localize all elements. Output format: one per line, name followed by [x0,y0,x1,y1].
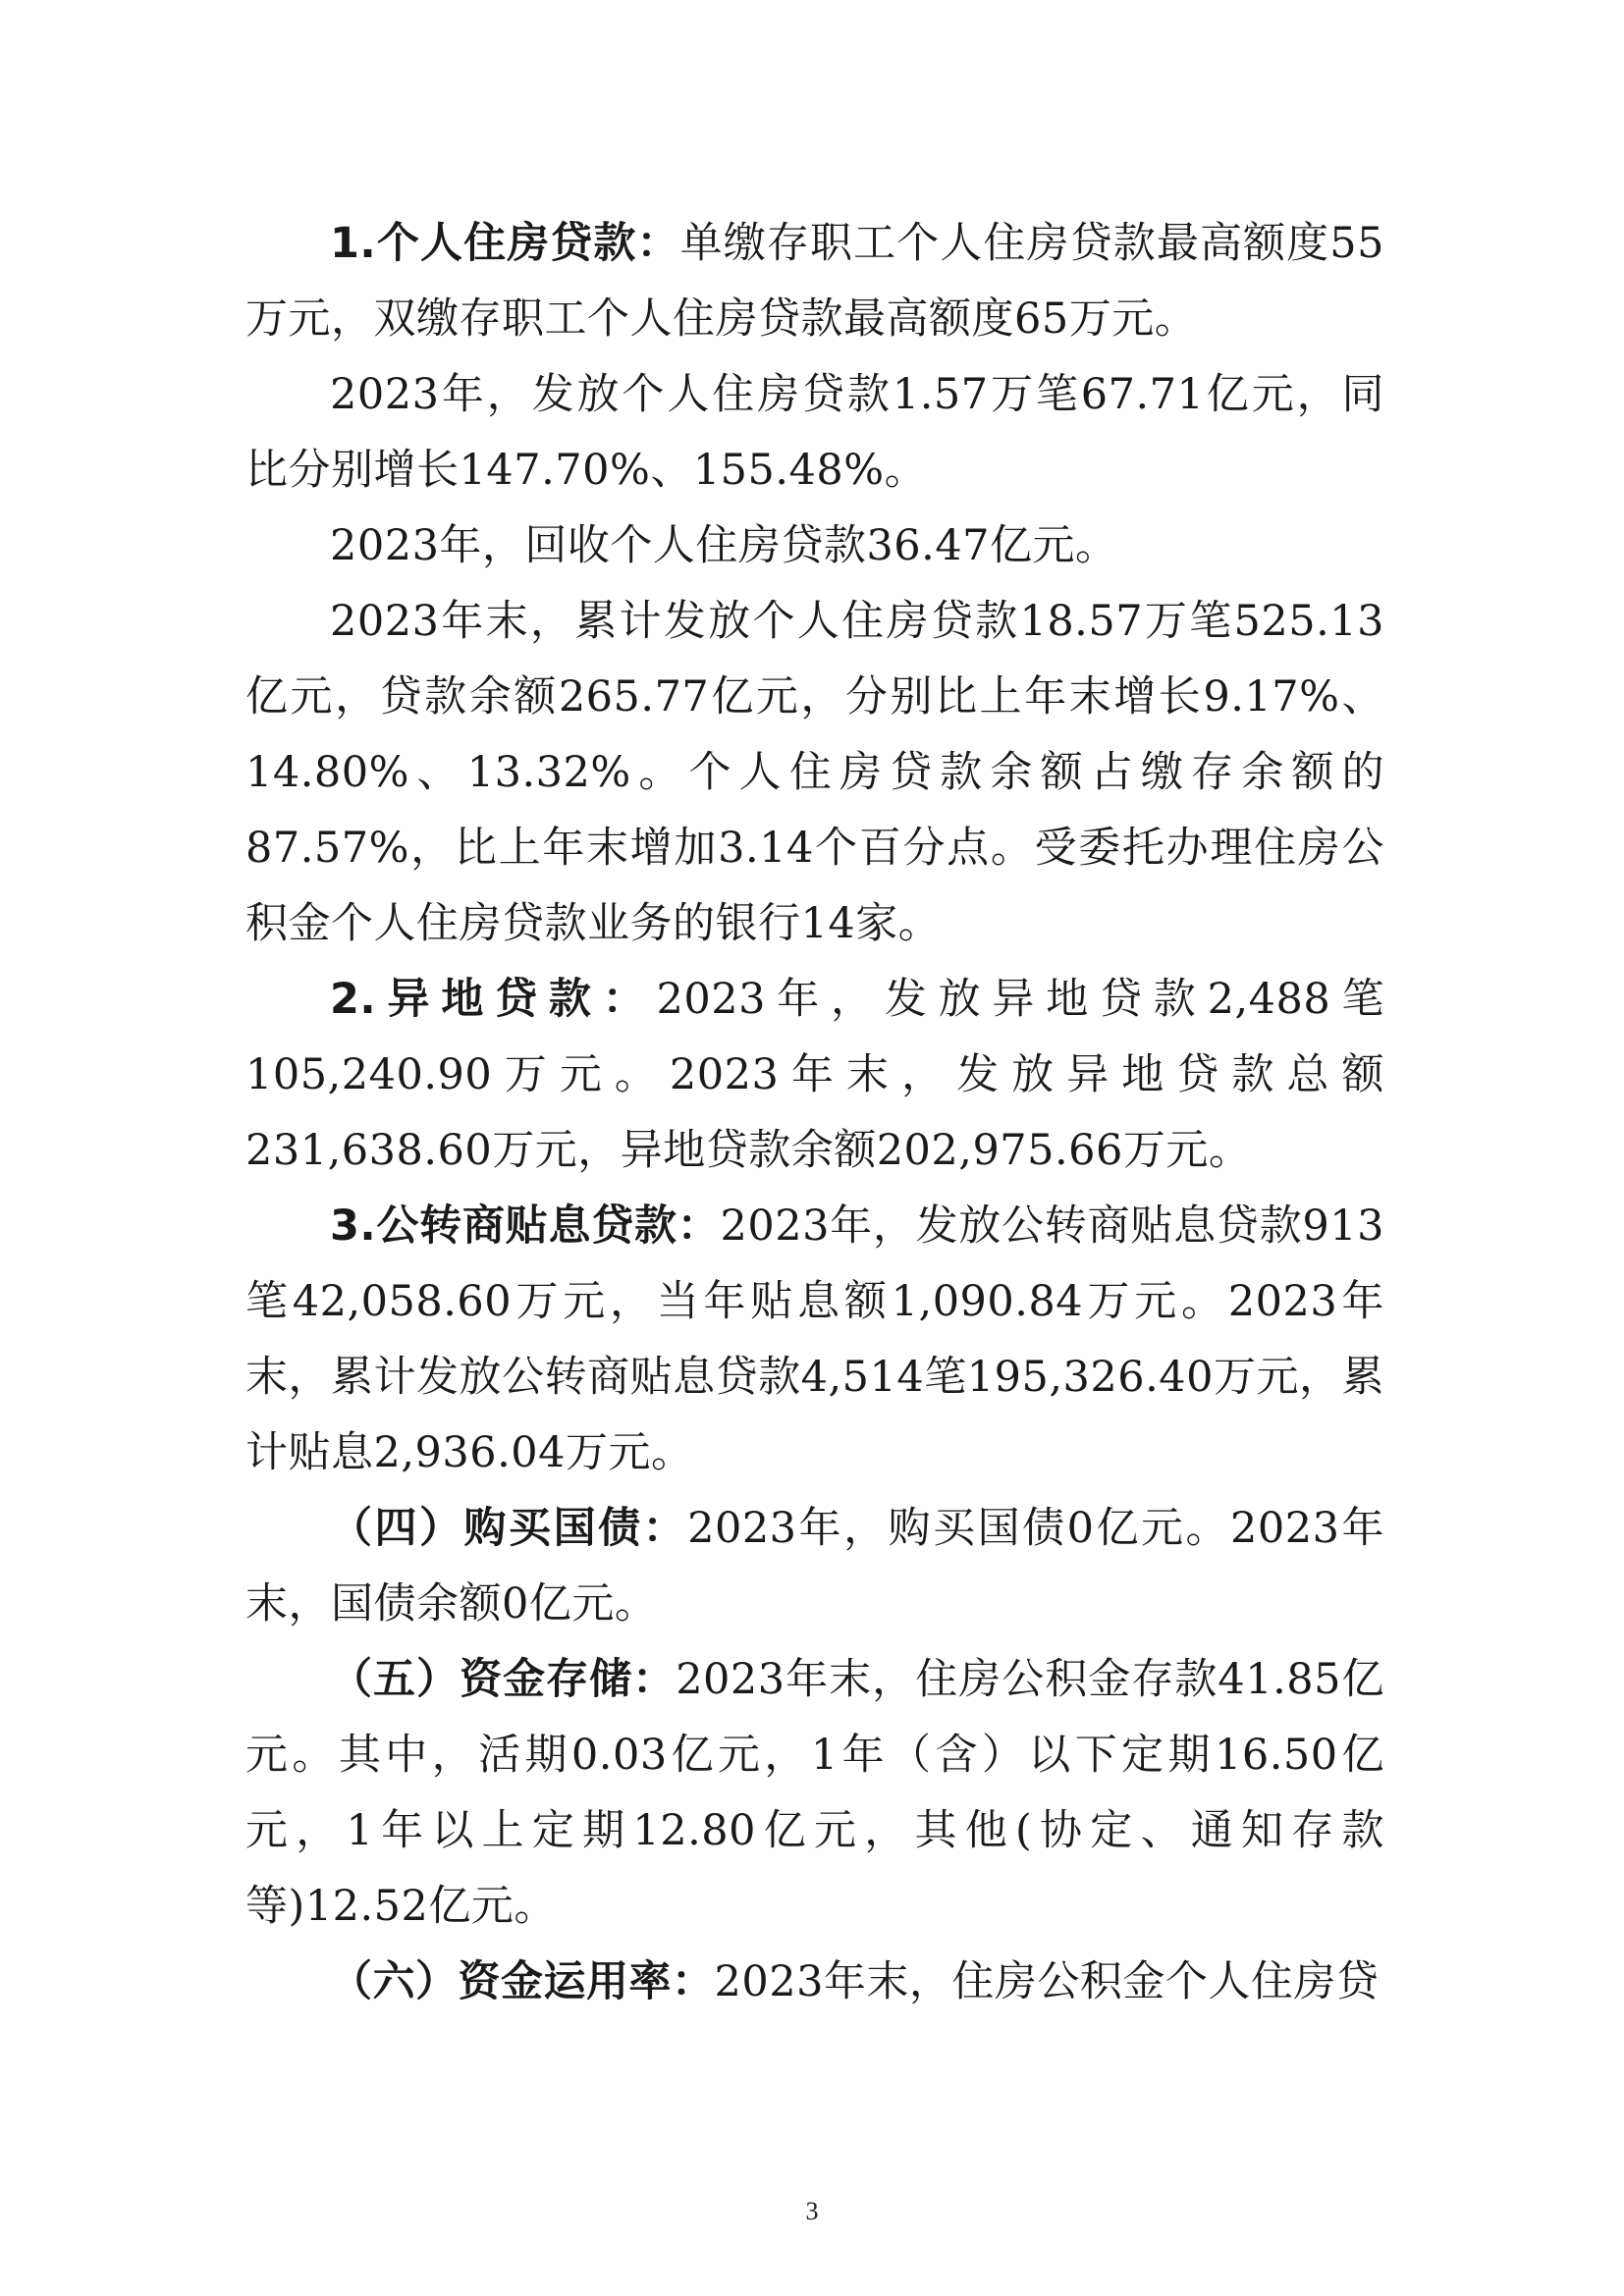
heading-treasury-bonds: （四）购买国债： [330,1504,688,1553]
paragraph-personal-housing-loan-limits [245,206,1384,357]
paragraph-fund-utilization [245,1945,1384,2020]
paragraph-text: 单缴存职工个人住房贷款最高额度55万元，双缴存职工个人住房贷款最高额度65万元。 [245,219,1384,344]
paragraph-text: 2023年末，住房公积金个人住房贷 [714,1957,1380,2006]
paragraph-loans-recovered-2023 [245,508,1384,584]
paragraph-subsidized-commercial-loans [245,1189,1384,1491]
paragraph-text: 2023年末，住房公积金存款41.85亿元。其中，活期0.03亿元，1年（含）以下定期16.50亿元，1年以上定期12.80亿元，其他(协定、通知存款等)12.52亿元。 [245,1655,1384,1931]
paragraph-loans-issued-2023 [245,357,1384,508]
paragraph-text: 2023年末，累计发放个人住房贷款18.57万笔525.13亿元，贷款余额265.77亿元，分别比上年末增长9.17%、14.80%、13.32%。个人住房贷款余额占缴存余额的87.57%，比上年末增加3.14个百分点。受委托办理住房公积金个人住房贷款业务的银行14家。 [245,597,1384,948]
heading-personal-housing-loan: 1.个人住房贷款： [330,219,680,268]
heading-remote-loans: 2.异地贷款： [330,975,657,1024]
document-body [245,206,1384,2020]
heading-subsidized-commercial-loans: 3.公转商贴息贷款： [330,1201,721,1251]
heading-fund-deposits: （五）资金存储： [330,1655,677,1704]
paragraph-text: 2023年，发放公转商贴息贷款913笔42,058.60万元，当年贴息额1,090.84万元。2023年末，累计发放公转商贴息贷款4,514笔195,326.40万元，累计贴息2,936.04万元。 [245,1201,1384,1477]
paragraph-text: 2023年，发放异地贷款2,488笔105,240.90万元。2023年末，发放异地贷款总额231,638.60万元，异地贷款余额202,975.66万元。 [245,975,1384,1175]
heading-fund-utilization: （六）资金运用率： [330,1957,715,2006]
page-number: 3 [805,2197,819,2225]
paragraph-treasury-bonds [245,1491,1384,1642]
paragraph-text: 2023年，购买国债0亿元。2023年末，国债余额0亿元。 [245,1504,1384,1629]
paragraph-fund-deposits [245,1642,1384,1945]
paragraph-text: 2023年，发放个人住房贷款1.57万笔67.71亿元，同比分别增长147.70%、155.48%。 [245,370,1384,495]
paragraph-remote-loans [245,962,1384,1189]
paragraph-loans-cumulative-2023 [245,584,1384,962]
paragraph-text: 2023年，回收个人住房贷款36.47亿元。 [330,521,1118,570]
